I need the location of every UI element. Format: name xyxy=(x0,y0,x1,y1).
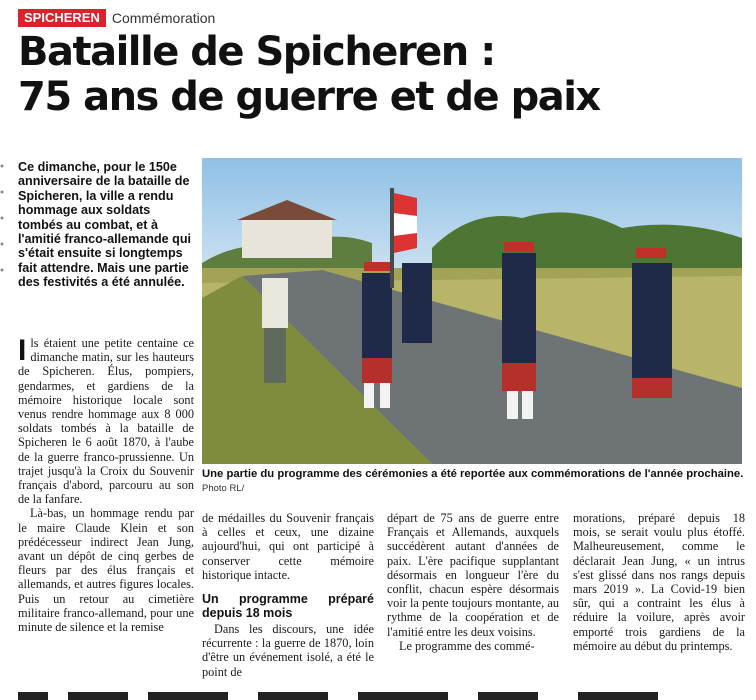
paragraph: Là-bas, un hommage rendu par le maire Claude Klein et son prédécesseur indirect Jean Jung, avant un dépôt de cinq gerbes de fleurs par des élus français et allemands, et autres figures locales. Puis un retour au cimetière militaire franco-allemand, pour une minute de silence et la remise xyxy=(18,506,194,635)
headline-line-2: 75 ans de guerre et de paix xyxy=(18,74,600,120)
headline-line-1: Bataille de Spicheren : xyxy=(18,29,495,75)
body-column-1 xyxy=(18,336,194,634)
body-column-3 xyxy=(387,511,559,653)
next-article-headline-fragment xyxy=(18,688,748,700)
procession-photo xyxy=(202,158,742,464)
body-column-4 xyxy=(573,511,745,653)
paragraph-text: ls étaient une petite centaine ce dimanche matin, sur les hauteurs de Spicheren. Élus, pompiers, gendarmes, et gardiens de la mémoire historique locale sont venus rendre hommage aux 8 000 soldats tombés à la bataille de Spicheren le 6 août 1870, à l'aube de la guerre franco-prussienne. Un trajet jusqu'à la Croix du Souvenir français d'abord, parcouru au son de la fanfare. xyxy=(18,336,194,507)
margin-dots xyxy=(0,162,4,312)
paragraph: Le programme des commé- xyxy=(399,638,535,653)
paragraph: Dans les discours, une idée récurrente : la guerre de 1870, loin d'être un événement isolé, a été le point de xyxy=(202,622,374,679)
article-lede: Ce dimanche, pour le 150e anniversaire de la bataille de Spicheren, la ville a rendu hommage aux soldats tombés au combat, et à l'amitié franco-allemande qui s'était ensuite si longtemps fait attendre. Mais une partie des festivités a été annulée. xyxy=(18,160,192,290)
paragraph: départ de 75 ans de guerre entre Français et Allemands, auxquels succédèrent autant d'années de paix. L'ère pacifique supplantant désormais en longueur l'ère du conflit, chacun espère désormais voir la pente toujours montante, au rythme de la coopération et de l'amitié entre les deux voisins. xyxy=(387,511,559,639)
section-tag: SPICHEREN xyxy=(18,9,106,27)
drop-cap: I xyxy=(18,334,27,367)
headline xyxy=(18,30,738,120)
photo-caption: Une partie du programme des cérémonies a été reportée aux commémorations de l'année prochaine. xyxy=(202,468,744,480)
body-column-2 xyxy=(202,511,374,679)
paragraph xyxy=(18,336,194,506)
photo-credit: Photo RL/ xyxy=(202,483,245,494)
kicker-row xyxy=(18,9,215,27)
article-photo xyxy=(202,158,742,464)
paragraph: de médailles du Souvenir français à celles et ceux, une dizaine aujourd'hui, qui ont participé à conserver cette mémoire historique intacte. xyxy=(202,511,374,582)
kicker-label: Commémoration xyxy=(111,10,216,26)
paragraph: morations, préparé depuis 18 mois, se serait voulu plus étoffé. Malheureusement, comme le déclarait Jean Jung, « un intrus s'est glissé dans nos rangs depuis mars 2019 ». La Covid-19 bien sûr, qui a contraint les élus à réduire la voilure, après avoir emporté trois gardiens de la mémoire au début du printemps. xyxy=(573,511,745,653)
subheading: Un programme préparé depuis 18 mois xyxy=(202,592,374,621)
